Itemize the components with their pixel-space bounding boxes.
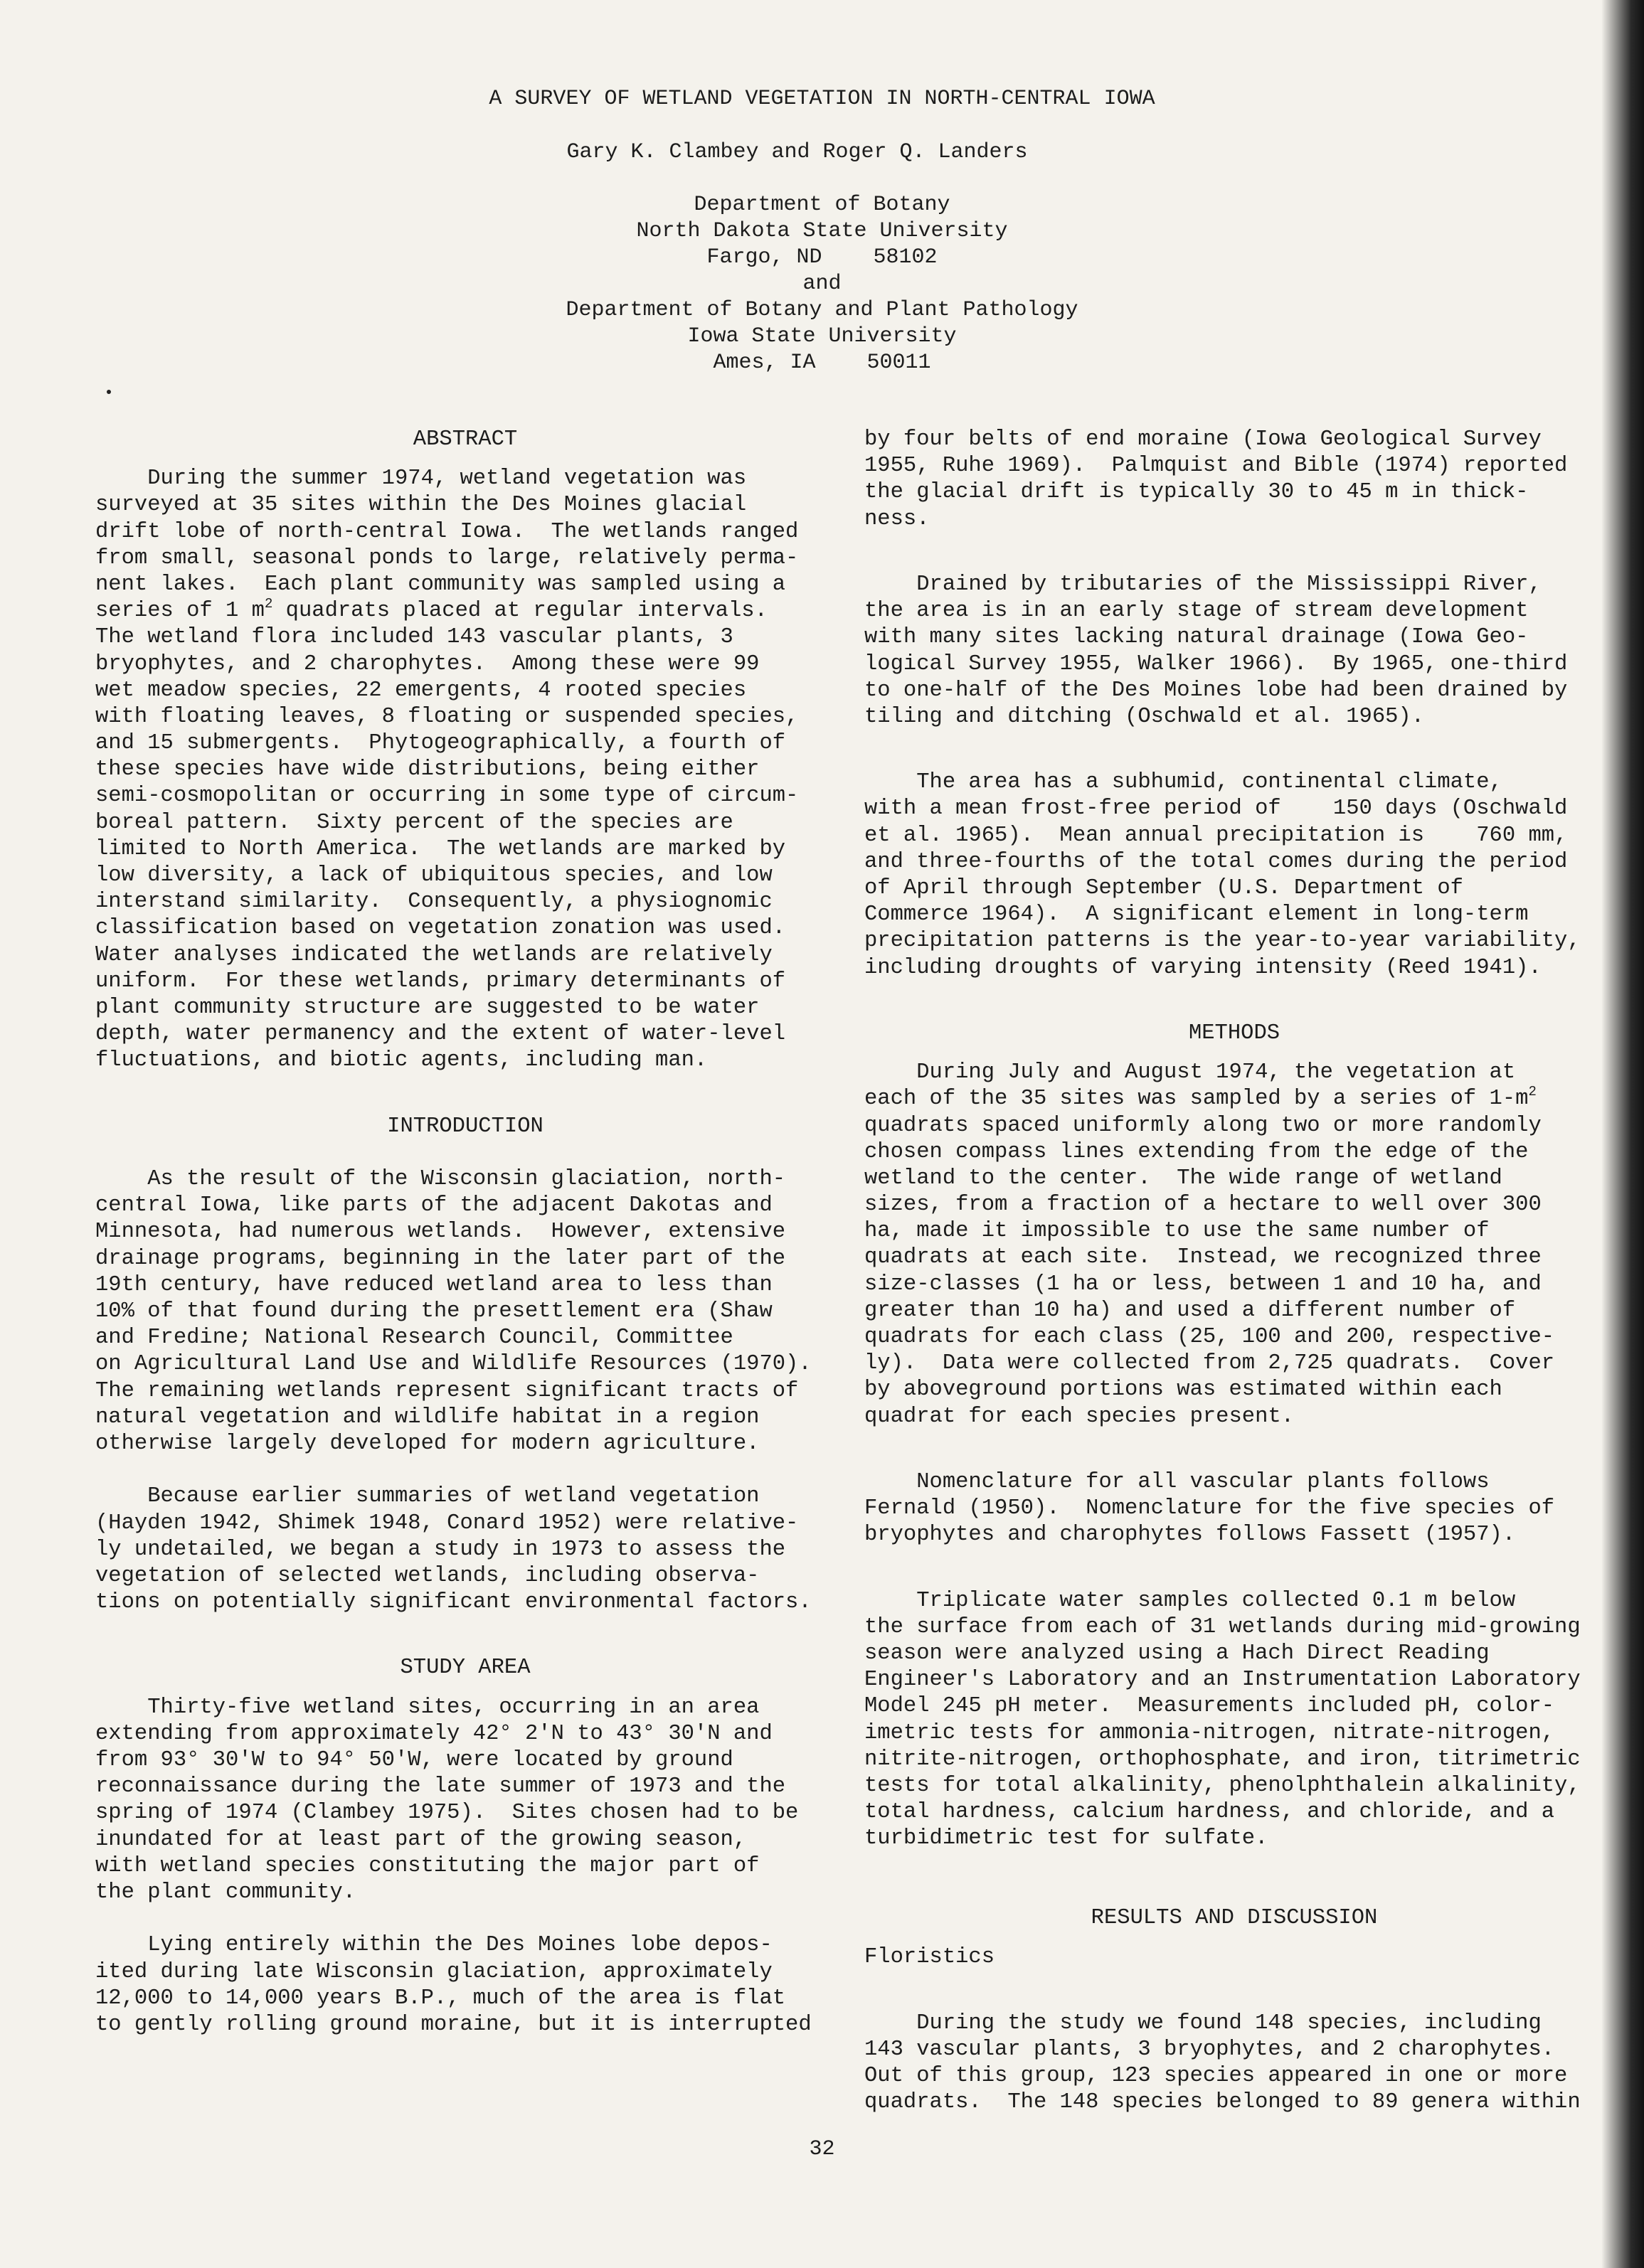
text-line: on Agricultural Land Use and Wildlife Resources (1970). xyxy=(95,1352,812,1377)
text-line: limited to North America. The wetlands are marked by xyxy=(95,836,786,861)
text-line: et al. 1965). Mean annual precipitation is 760 mm, xyxy=(864,823,1568,848)
text-line: Lying entirely within the Des Moines lobe depos- xyxy=(95,1933,773,1958)
text-line: ly undetailed, we began a study in 1973 to assess the xyxy=(95,1537,786,1562)
author-block xyxy=(0,139,1644,376)
climate-paragraph xyxy=(864,770,1604,981)
text-line: 1955, Ruhe 1969). Palmquist and Bible (1974) reported xyxy=(864,454,1568,479)
text-line: including droughts of varying intensity (Reed 1941). xyxy=(864,955,1542,980)
text-line: and 15 submergents. Phytogeographically, a fourth of xyxy=(95,731,786,756)
text-line: size-classes (1 ha or less, between 1 and 10 ha, and xyxy=(864,1272,1542,1297)
affiliation-line: Iowa State University xyxy=(687,324,957,348)
text-line: Commerce 1964). A significant element in long-term xyxy=(864,903,1529,927)
left-column xyxy=(95,427,835,2038)
text-line: the glacial drift is typically 30 to 45 m in thick- xyxy=(864,480,1529,505)
text-line: bryophytes, and 2 charophytes. Among these were 99 xyxy=(95,651,760,676)
text-line: and three-fourths of the total comes during the period xyxy=(864,849,1568,874)
text-line: greater than 10 ha) and used a different number of xyxy=(864,1298,1516,1323)
text-line: Drained by tributaries of the Mississippi River, xyxy=(864,572,1542,597)
study-area-heading: STUDY AREA xyxy=(400,1656,531,1681)
text-fragment: quadrats placed at regular intervals. xyxy=(272,599,768,624)
text-line xyxy=(864,1086,1604,1112)
text-line: Minnesota, had numerous wetlands. However, extensive xyxy=(95,1220,786,1245)
text-line: 12,000 to 14,000 years B.P., much of the area is flat xyxy=(95,1986,786,2011)
text-line: fluctuations, and biotic agents, including man. xyxy=(95,1048,708,1073)
methods-heading: METHODS xyxy=(1188,1021,1280,1045)
text-line: nitrite-nitrogen, orthophosphate, and iron, titrimetric xyxy=(864,1747,1581,1772)
text-line: quadrats spaced uniformly along two or more randomly xyxy=(864,1113,1542,1138)
introduction-paragraph-2 xyxy=(95,1484,835,1616)
text-line: classification based on vegetation zonation was used. xyxy=(95,916,786,941)
text-line: and Fredine; National Research Council, Committee xyxy=(95,1326,733,1351)
text-line: 10% of that found during the presettlement era (Shaw xyxy=(95,1299,773,1324)
text-line: wetland to the center. The wide range of wetland xyxy=(864,1166,1502,1191)
text-line: drainage programs, beginning in the later part of the xyxy=(95,1246,786,1271)
text-line: to one-half of the Des Moines lobe had been drained by xyxy=(864,678,1568,703)
text-line: The area has a subhumid, continental climate, xyxy=(864,770,1502,795)
text-line: otherwise largely developed for modern agriculture. xyxy=(95,1431,760,1456)
abstract-text xyxy=(95,466,835,1074)
text-line: Nomenclature for all vascular plants follows xyxy=(864,1469,1490,1494)
text-line: interstand similarity. Consequently, a physiognomic xyxy=(95,890,773,915)
affiliation-line: North Dakota State University xyxy=(636,219,1008,243)
text-line: chosen compass lines extending from the edge of the xyxy=(864,1139,1529,1164)
text-line: The remaining wetlands represent significant tracts of xyxy=(95,1378,799,1403)
study-area-paragraph-2 xyxy=(95,1932,835,2038)
text-line: Because earlier summaries of wetland vegetation xyxy=(95,1484,760,1509)
right-column xyxy=(864,427,1604,2116)
text-line: low diversity, a lack of ubiquitous species, and low xyxy=(95,863,773,888)
superscript: 2 xyxy=(264,596,273,612)
text-line: Water analyses indicated the wetlands are relatively xyxy=(95,942,773,967)
floristics-paragraph xyxy=(864,2011,1604,2117)
text-line: Engineer's Laboratory and an Instrumentation Laboratory xyxy=(864,1668,1581,1693)
text-line: Out of this group, 123 species appeared in one or more xyxy=(864,2063,1568,2088)
text-line: During July and August 1974, the vegetation at xyxy=(864,1060,1516,1085)
affiliation-line: and xyxy=(802,272,842,296)
text-line: tiling and ditching (Oschwald et al. 1965). xyxy=(864,704,1425,729)
text-line: turbidimetric test for sulfate. xyxy=(864,1826,1268,1851)
text-line: of April through September (U.S. Department of xyxy=(864,876,1463,900)
affiliation-line: Ames, IA 50011 xyxy=(713,351,931,375)
text-line: boreal pattern. Sixty percent of the species are xyxy=(95,810,733,835)
text-line: The wetland flora included 143 vascular plants, 3 xyxy=(95,625,733,650)
water-analysis-paragraph xyxy=(864,1588,1604,1853)
text-line: quadrats. The 148 species belonged to 89 genera within xyxy=(864,2090,1581,2115)
text-line: quadrats for each class (25, 100 and 200, respective- xyxy=(864,1325,1555,1349)
text-line: uniform. For these wetlands, primary determinants of xyxy=(95,969,786,994)
floristics-heading: Floristics xyxy=(864,1945,995,1970)
text-line: from 93° 30'W to 94° 50'W, were located by ground xyxy=(95,1748,733,1772)
text-line: 143 vascular plants, 3 bryophytes, and 2 charophytes. xyxy=(864,2037,1555,2062)
text-line: Triplicate water samples collected 0.1 m below xyxy=(864,1588,1516,1613)
text-line: quadrats at each site. Instead, we recognized three xyxy=(864,1245,1542,1270)
paper-title: A SURVEY OF WETLAND VEGETATION IN NORTH-CENTRAL IOWA xyxy=(489,87,1155,111)
text-line: with many sites lacking natural drainage (Iowa Geo- xyxy=(864,625,1529,650)
text-fragment: each of the 35 sites was sampled by a series of 1-m xyxy=(864,1087,1529,1112)
text-line: ited during late Wisconsin glaciation, approximately xyxy=(95,1959,773,1984)
text-line: quadrat for each species present. xyxy=(864,1404,1294,1429)
study-area-paragraph-1 xyxy=(95,1695,835,1907)
text-line: by aboveground portions was estimated within each xyxy=(864,1378,1502,1402)
text-fragment: series of 1 m xyxy=(95,599,265,624)
text-line: central Iowa, like parts of the adjacent Dakotas and xyxy=(95,1193,773,1218)
text-line: Fernald (1950). Nomenclature for the five species of xyxy=(864,1496,1555,1521)
text-line xyxy=(95,598,835,624)
text-line: 19th century, have reduced wetland area to less than xyxy=(95,1272,773,1297)
text-line: During the summer 1974, wetland vegetation was xyxy=(95,467,747,491)
page-number: 32 xyxy=(809,2137,835,2161)
text-line: precipitation patterns is the year-to-year variability, xyxy=(864,929,1581,954)
text-line: tests for total alkalinity, phenolphthalein alkalinity, xyxy=(864,1774,1581,1798)
text-line: ha, made it impossible to use the same number of xyxy=(864,1219,1490,1244)
drainage-paragraph xyxy=(864,572,1604,730)
methods-paragraph xyxy=(864,1060,1604,1430)
authors: Gary K. Clambey and Roger Q. Landers xyxy=(566,140,1028,164)
text-line: drift lobe of north-central Iowa. The wetlands ranged xyxy=(95,519,799,544)
text-line: vegetation of selected wetlands, including observa- xyxy=(95,1563,760,1588)
affiliation-line: Department of Botany and Plant Pathology xyxy=(566,298,1078,322)
text-line: logical Survey 1955, Walker 1966). By 1965, one-third xyxy=(864,651,1568,676)
text-line: imetric tests for ammonia-nitrogen, nitrate-nitrogen, xyxy=(864,1720,1555,1745)
text-line: spring of 1974 (Clambey 1975). Sites chosen had to be xyxy=(95,1801,799,1826)
text-line: ness. xyxy=(864,506,930,531)
text-line: reconnaissance during the late summer of 1973 and the xyxy=(95,1774,786,1799)
text-line: Model 245 pH meter. Measurements included pH, color- xyxy=(864,1694,1555,1719)
text-line: the plant community. xyxy=(95,1880,356,1905)
introduction-paragraph-1 xyxy=(95,1166,835,1457)
text-line: During the study we found 148 species, including xyxy=(864,2011,1542,2035)
text-line: with wetland species constituting the major part of xyxy=(95,1853,760,1878)
text-line: nent lakes. Each plant community was sampled using a xyxy=(95,572,786,597)
text-line: extending from approximately 42° 2'N to 43° 30'N and xyxy=(95,1721,773,1746)
text-line: by four belts of end moraine (Iowa Geological Survey xyxy=(864,427,1542,452)
text-line: wet meadow species, 22 emergents, 4 rooted species xyxy=(95,678,747,703)
superscript: 2 xyxy=(1528,1084,1537,1100)
introduction-heading: INTRODUCTION xyxy=(387,1114,543,1139)
text-line: Thirty-five wetland sites, occurring in an area xyxy=(95,1695,760,1720)
text-line: season were analyzed using a Hach Direct Reading xyxy=(864,1641,1490,1666)
text-line: these species have wide distributions, being either xyxy=(95,757,760,782)
affiliation-line: Fargo, ND 58102 xyxy=(706,245,938,270)
text-line: total hardness, calcium hardness, and chloride, and a xyxy=(864,1800,1555,1825)
text-line: tions on potentially significant environmental factors. xyxy=(95,1590,812,1615)
text-line: (Hayden 1942, Shimek 1948, Conard 1952) were relative- xyxy=(95,1511,799,1535)
scan-edge-shadow xyxy=(1601,0,1644,2268)
text-line: ly). Data were collected from 2,725 quadrats. Cover xyxy=(864,1351,1555,1376)
text-line: surveyed at 35 sites within the Des Moines glacial xyxy=(95,493,747,518)
text-line: sizes, from a fraction of a hectare to well over 300 xyxy=(864,1193,1542,1218)
results-heading: RESULTS AND DISCUSSION xyxy=(1091,1905,1378,1930)
text-line: to gently rolling ground moraine, but it is interrupted xyxy=(95,2012,812,2037)
nomenclature-paragraph xyxy=(864,1469,1604,1549)
text-line: As the result of the Wisconsin glaciation, north- xyxy=(95,1167,786,1192)
text-line: depth, water permanency and the extent of water-level xyxy=(95,1022,786,1047)
text-line: the area is in an early stage of stream development xyxy=(864,599,1529,624)
text-line: with floating leaves, 8 floating or suspended species, xyxy=(95,704,799,729)
text-line: the surface from each of 31 wetlands during mid-growing xyxy=(864,1614,1581,1639)
text-line: with a mean frost-free period of 150 days (Oschwald xyxy=(864,797,1568,821)
text-line: from small, seasonal ponds to large, relatively perma- xyxy=(95,545,799,570)
text-line: bryophytes and charophytes follows Fassett (1957). xyxy=(864,1523,1516,1548)
text-line: semi-cosmopolitan or occurring in some type of circum- xyxy=(95,784,799,809)
abstract-heading: ABSTRACT xyxy=(413,427,518,452)
stray-mark xyxy=(107,390,111,394)
affiliation-line: Department of Botany xyxy=(694,193,950,217)
text-line: natural vegetation and wildlife habitat in a region xyxy=(95,1405,760,1430)
text-line: plant community structure are suggested to be water xyxy=(95,995,760,1020)
text-line: inundated for at least part of the growing season, xyxy=(95,1827,747,1852)
